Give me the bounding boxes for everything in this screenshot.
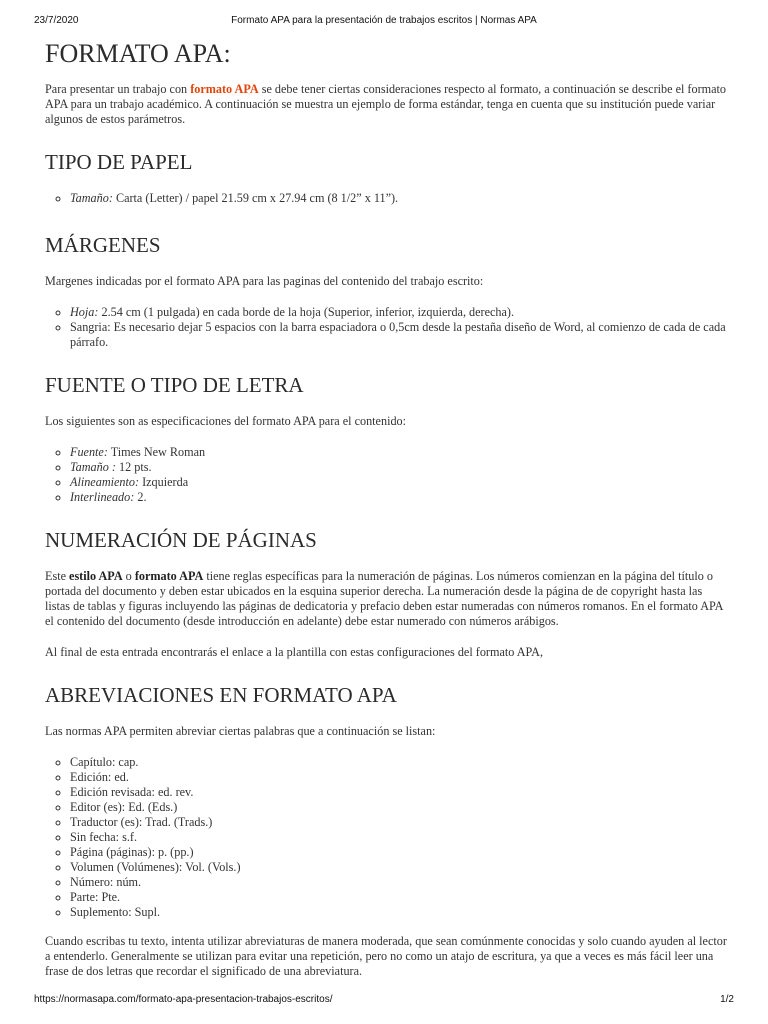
- page-number: 1/2: [720, 994, 734, 1005]
- print-footer: [0, 994, 768, 1008]
- print-header: [0, 15, 768, 29]
- formato-apa-strong: formato APA: [134, 569, 204, 583]
- list-item: ◦ Edición revisada: ed. rev.: [70, 785, 727, 800]
- list-item: ◦ Tamaño: Carta (Letter) / papel 21.59 cm x 27.94 cm (8 1/2” x 11”).: [70, 191, 727, 206]
- paragraph-abreviaciones-closing: Cuando escribas tu texto, intenta utilizar abreviaturas de manera moderada, que sean comúnmente conocidas y solo cuando ayuden al lector a entenderlo. Generalmente se utilizan para evitar una repetición, pero no como un atajo de escritura, ya que a veces es más fácil leer una frase de dos letras que recordar el significado de una abreviatura.: [45, 934, 727, 978]
- list-item: ◦ Edición: ed.: [70, 770, 727, 785]
- article-content: [45, 38, 727, 991]
- paragraph-intro: Para presentar un trabajo con formato APA se debe tener ciertas consideraciones respecto al formato, a continuación se describe el formato APA para un trabajo académico. A continuación se muestra un ejemplo de forma estándar, tenga en cuenta que su institución puede variar algunos de estos parámetros.: [45, 82, 726, 126]
- list-item: ◦ Fuente: Times New Roman: [70, 445, 727, 460]
- heading-tipo-de-papel: TIPO DE PAPEL: [45, 150, 193, 174]
- list-margenes: [45, 305, 727, 350]
- list-item: ◦ Traductor (es): Trad. (Trads.): [70, 815, 727, 830]
- heading-numeracion: NUMERACIÓN DE PÁGINAS: [45, 528, 317, 552]
- list-item: ◦ Número: núm.: [70, 875, 727, 890]
- list-item: ◦ Editor (es): Ed. (Eds.): [70, 800, 727, 815]
- list-item: ◦ Suplemento: Supl.: [70, 905, 727, 920]
- print-date: 23/7/2020: [34, 15, 79, 26]
- list-item: ◦ Sin fecha: s.f.: [70, 830, 727, 845]
- paragraph-numeracion: Este estilo APA o formato APA tiene reglas específicas para la numeración de páginas. Los números comienzan en la página del título o portada del documento y deben estar ubicados en la esquina superior derecha. La numeración desde la página de de copyright hasta las listas de tablas y figuras incluyendo las páginas de dedicatoria y prefacio deben estar numeradas con números romanos. En el formato APA el contenido del documento (desde introducción en adelante) debe estar numerado con números arábigos.: [45, 569, 723, 628]
- paragraph-fuente-intro: Los siguientes son as especificaciones del formato APA para el contenido:: [45, 414, 407, 428]
- heading-formato-apa: FORMATO APA:: [45, 39, 231, 68]
- list-abreviaciones: [45, 755, 727, 920]
- heading-abreviaciones: ABREVIACIONES EN FORMATO APA: [45, 683, 397, 707]
- list-item: ◦ Interlineado: 2.: [70, 490, 727, 505]
- paragraph-plantilla: Al final de esta entrada encontrarás el enlace a la plantilla con estas configuraciones del formato APA,: [45, 645, 544, 659]
- list-item: ◦ Capítulo: cap.: [70, 755, 727, 770]
- list-item: ◦ Volumen (Volúmenes): Vol. (Vols.): [70, 860, 727, 875]
- list-item: ◦ Hoja: 2.54 cm (1 pulgada) en cada borde de la hoja (Superior, inferior, izquierda, derecha).: [70, 305, 727, 320]
- list-item: ◦ Página (páginas): p. (pp.): [70, 845, 727, 860]
- list-fuente: [45, 445, 727, 505]
- estilo-apa-strong: estilo APA: [69, 569, 123, 583]
- heading-fuente: FUENTE O TIPO DE LETRA: [45, 373, 304, 397]
- heading-margenes: MÁRGENES: [45, 233, 161, 257]
- formato-apa-link[interactable]: formato APA: [190, 82, 259, 96]
- list-item: ◦ Tamaño : 12 pts.: [70, 460, 727, 475]
- paragraph-margenes-intro: Margenes indicadas por el formato APA para las paginas del contenido del trabajo escrito:: [45, 274, 484, 288]
- list-item: ◦ Sangria: Es necesario dejar 5 espacios con la barra espaciadora o 0,5cm desde la pestaña diseño de Word, al comienzo de cada de cada párrafo.: [70, 320, 727, 350]
- page-url: https://normasapa.com/formato-apa-presentacion-trabajos-escritos/: [34, 994, 333, 1005]
- print-title: Formato APA para la presentación de trabajos escritos | Normas APA: [231, 15, 537, 26]
- list-papel: [45, 191, 727, 206]
- list-item: ◦ Parte: Pte.: [70, 890, 727, 905]
- paragraph-abreviaciones-intro: Las normas APA permiten abreviar ciertas palabras que a continuación se listan:: [45, 724, 436, 738]
- list-item: ◦ Alineamiento: Izquierda: [70, 475, 727, 490]
